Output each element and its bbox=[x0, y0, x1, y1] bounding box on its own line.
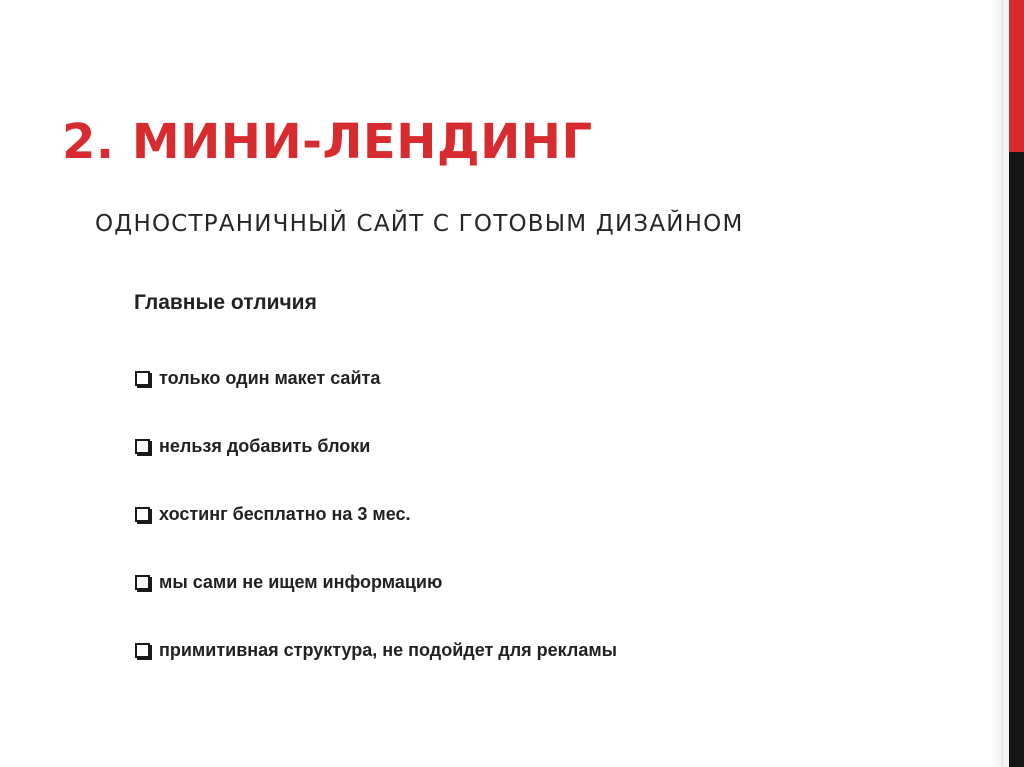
bullet-text: мы сами не ищем информацию bbox=[159, 572, 443, 592]
checkbox-icon bbox=[135, 507, 150, 522]
bullet-text: примитивная структура, не подойдет для рекламы bbox=[159, 640, 618, 660]
bullet-text: только один макет сайта bbox=[159, 368, 381, 388]
bullet-item bbox=[134, 500, 617, 528]
checkbox-icon bbox=[135, 439, 150, 454]
slide-subtitle: ОДНОСТРАНИЧНЫЙ САЙТ С ГОТОВЫМ ДИЗАЙНОМ bbox=[95, 211, 744, 237]
bullet-item bbox=[134, 636, 617, 664]
checkbox-icon bbox=[135, 575, 150, 590]
checkbox-icon bbox=[135, 643, 150, 658]
section-heading: Главные отличия bbox=[134, 291, 317, 314]
bullet-item bbox=[134, 432, 617, 460]
bullet-list bbox=[134, 364, 617, 704]
bullet-text: нельзя добавить блоки bbox=[159, 436, 371, 456]
bullet-text: хостинг бесплатно на 3 мес. bbox=[159, 504, 411, 524]
edge-bar-black bbox=[1009, 152, 1024, 767]
bullet-item bbox=[134, 364, 617, 392]
bullet-item bbox=[134, 568, 617, 596]
edge-bar-red bbox=[1009, 0, 1024, 152]
slide-title: 2. МИНИ-ЛЕНДИНГ bbox=[62, 114, 593, 170]
checkbox-icon bbox=[135, 371, 150, 386]
